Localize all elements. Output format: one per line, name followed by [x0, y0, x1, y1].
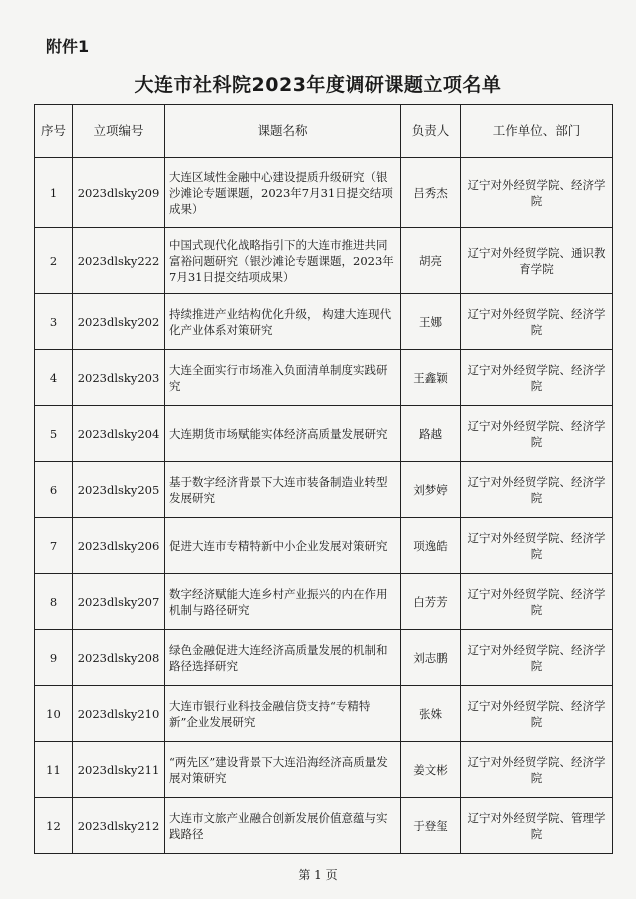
- row-leader: 王鑫颖: [401, 350, 461, 406]
- page-footer: 第 1 页: [298, 868, 338, 882]
- row-name: 大连期货市场赋能实体经济高质量发展研究: [165, 406, 401, 462]
- row-leader: 张姝: [401, 686, 461, 742]
- row-no: 8: [35, 574, 73, 630]
- row-code: 2023dlsky202: [73, 294, 165, 350]
- row-code: 2023dlsky209: [73, 158, 165, 228]
- row-org: 辽宁对外经贸学院、管理学院: [461, 798, 613, 854]
- row-leader: 于登玺: [401, 798, 461, 854]
- row-no: 5: [35, 406, 73, 462]
- row-org: 辽宁对外经贸学院、经济学院: [461, 350, 613, 406]
- row-leader: 姜文彬: [401, 742, 461, 798]
- row-code: 2023dlsky206: [73, 518, 165, 574]
- row-no: 2: [35, 228, 73, 294]
- row-org: 辽宁对外经贸学院、经济学院: [461, 742, 613, 798]
- row-leader: 刘梦婷: [401, 462, 461, 518]
- table-row: [35, 294, 613, 350]
- row-org: 辽宁对外经贸学院、经济学院: [461, 294, 613, 350]
- row-org: 辽宁对外经贸学院、经济学院: [461, 686, 613, 742]
- header-no: 序号: [35, 105, 73, 158]
- header-leader: 负责人: [401, 105, 461, 158]
- table-row: [35, 158, 613, 228]
- row-no: 9: [35, 630, 73, 686]
- row-code: 2023dlsky205: [73, 462, 165, 518]
- table-row: [35, 630, 613, 686]
- table-row: [35, 462, 613, 518]
- row-leader: 路越: [401, 406, 461, 462]
- row-leader: 刘志鹏: [401, 630, 461, 686]
- table-row: [35, 228, 613, 294]
- row-name: 大连市银行业科技金融信贷支持“专精特新”企业发展研究: [165, 686, 401, 742]
- project-table: [34, 104, 613, 854]
- row-org: 辽宁对外经贸学院、经济学院: [461, 574, 613, 630]
- row-org: 辽宁对外经贸学院、经济学院: [461, 462, 613, 518]
- row-no: 4: [35, 350, 73, 406]
- table-header-row: [35, 105, 613, 158]
- row-no: 10: [35, 686, 73, 742]
- header-org: 工作单位、部门: [461, 105, 613, 158]
- row-leader: 白芳芳: [401, 574, 461, 630]
- row-code: 2023dlsky204: [73, 406, 165, 462]
- row-org: 辽宁对外经贸学院、经济学院: [461, 158, 613, 228]
- row-name: 持续推进产业结构优化升级， 构建大连现代化产业体系对策研究: [165, 294, 401, 350]
- row-name: 中国式现代化战略指引下的大连市推进共同富裕问题研究（银沙滩论专题课题，2023年7月31日提交结项成果）: [165, 228, 401, 294]
- row-org: 辽宁对外经贸学院、经济学院: [461, 630, 613, 686]
- row-no: 11: [35, 742, 73, 798]
- row-name: 大连市文旅产业融合创新发展价值意蕴与实践路径: [165, 798, 401, 854]
- row-code: 2023dlsky210: [73, 686, 165, 742]
- row-name: 绿色金融促进大连经济高质量发展的机制和路径选择研究: [165, 630, 401, 686]
- row-name: 大连区域性金融中心建设提质升级研究（银沙滩论专题课题，2023年7月31日提交结项成果）: [165, 158, 401, 228]
- row-org: 辽宁对外经贸学院、通识教育学院: [461, 228, 613, 294]
- row-org: 辽宁对外经贸学院、经济学院: [461, 518, 613, 574]
- table-row: [35, 686, 613, 742]
- row-name: 基于数字经济背景下大连市装备制造业转型发展研究: [165, 462, 401, 518]
- row-code: 2023dlsky211: [73, 742, 165, 798]
- row-code: 2023dlsky208: [73, 630, 165, 686]
- table-row: [35, 406, 613, 462]
- row-leader: 王娜: [401, 294, 461, 350]
- table-row: [35, 518, 613, 574]
- row-name: 数字经济赋能大连乡村产业振兴的内在作用机制与路径研究: [165, 574, 401, 630]
- row-leader: 项逸皓: [401, 518, 461, 574]
- table-row: [35, 350, 613, 406]
- document-title: 大连市社科院2023年度调研课题立项名单: [134, 74, 502, 96]
- row-no: 7: [35, 518, 73, 574]
- row-code: 2023dlsky207: [73, 574, 165, 630]
- row-code: 2023dlsky222: [73, 228, 165, 294]
- row-leader: 胡亮: [401, 228, 461, 294]
- table-row: [35, 798, 613, 854]
- row-no: 1: [35, 158, 73, 228]
- row-name: “两先区”建设背景下大连沿海经济高质量发展对策研究: [165, 742, 401, 798]
- row-no: 3: [35, 294, 73, 350]
- row-leader: 吕秀杰: [401, 158, 461, 228]
- row-name: 促进大连市专精特新中小企业发展对策研究: [165, 518, 401, 574]
- row-code: 2023dlsky203: [73, 350, 165, 406]
- row-org: 辽宁对外经贸学院、经济学院: [461, 406, 613, 462]
- row-no: 6: [35, 462, 73, 518]
- header-code: 立项编号: [73, 105, 165, 158]
- row-no: 12: [35, 798, 73, 854]
- table-row: [35, 574, 613, 630]
- row-code: 2023dlsky212: [73, 798, 165, 854]
- row-name: 大连全面实行市场准入负面清单制度实践研究: [165, 350, 401, 406]
- attachment-label: 附件1: [46, 37, 90, 56]
- header-name: 课题名称: [165, 105, 401, 158]
- table-row: [35, 742, 613, 798]
